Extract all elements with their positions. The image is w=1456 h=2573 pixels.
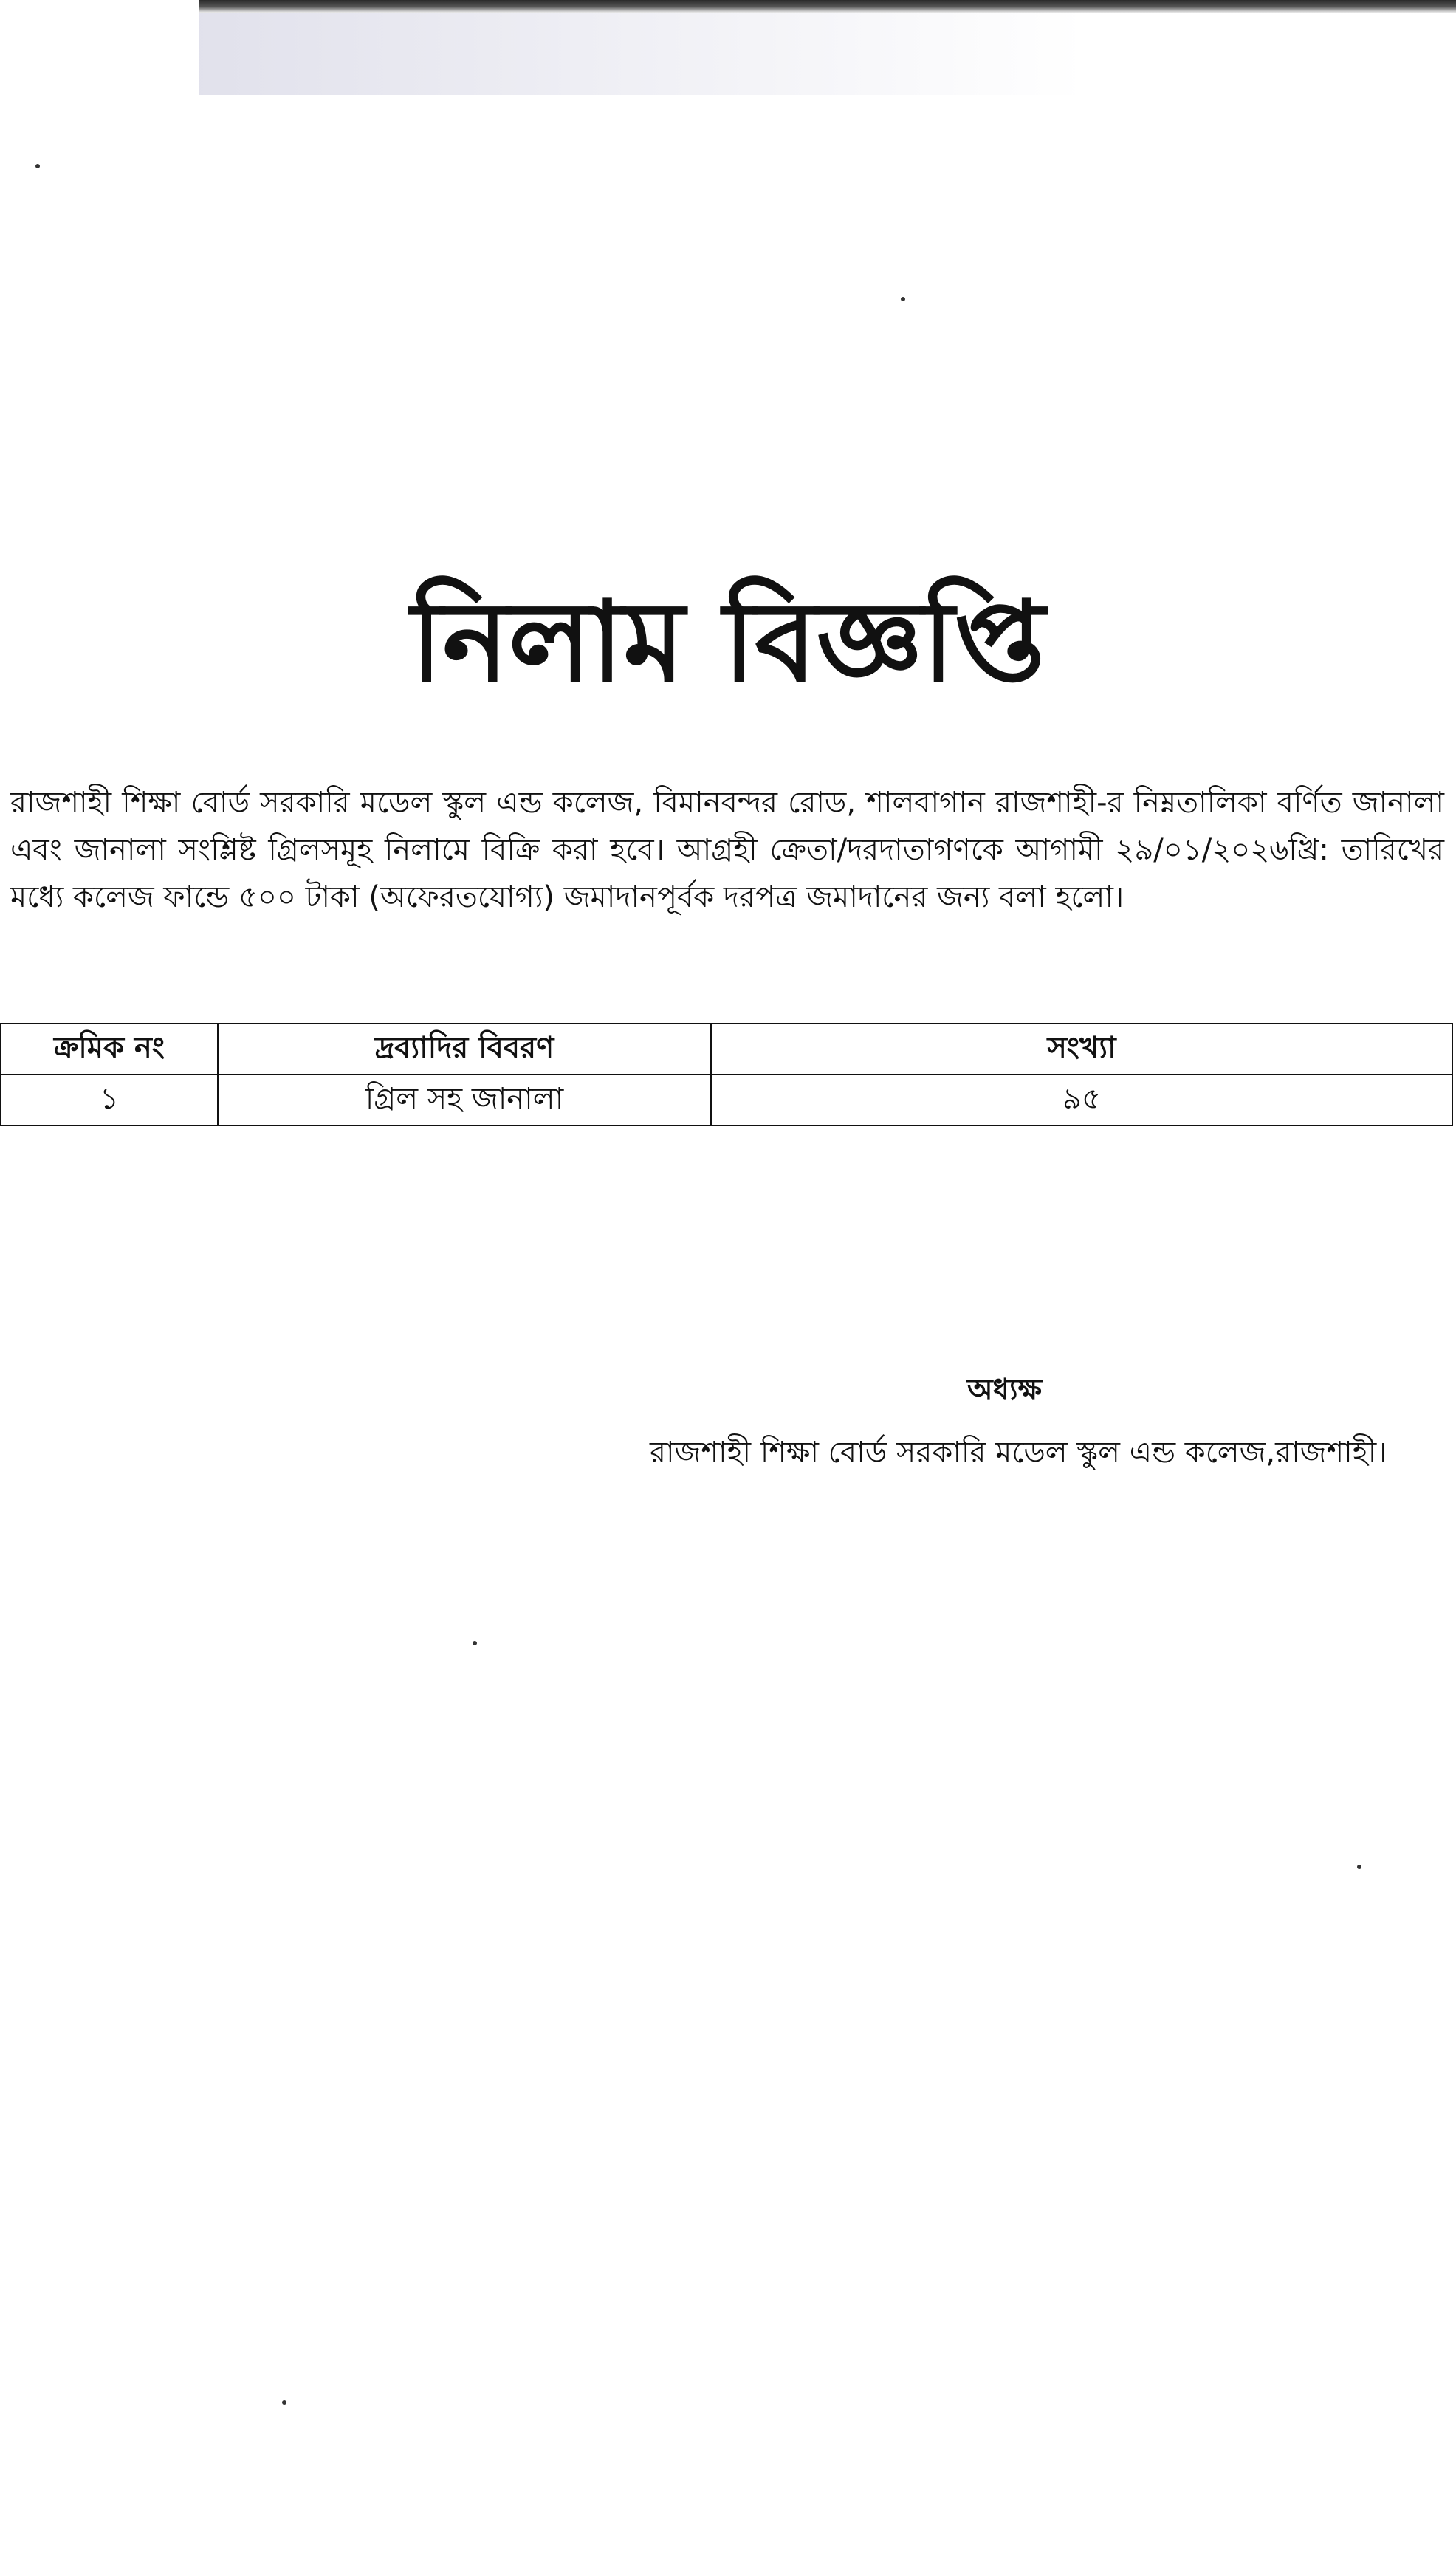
cell-quantity: ৯৫ [711,1075,1452,1126]
scan-edge [199,0,1456,13]
header-quantity: সংখ্যা [711,1024,1452,1075]
notice-title: নিলাম বিজ্ঞপ্তি [411,578,1045,707]
scan-speck [901,297,905,301]
header-serial: ক্রমিক নং [1,1024,218,1075]
table-header-row [1,1024,1452,1075]
scan-speck [1357,1865,1361,1869]
items-table [0,1023,1453,1126]
signatory-organization: রাজশাহী শিক্ষা বোর্ড সরকারি মডেল স্কুল এন্ড কলেজ,রাজশাহী। [650,1436,1387,1470]
scan-shade [199,13,1085,95]
table-row [1,1075,1452,1126]
cell-description: গ্রিল সহ জানালা [218,1075,711,1126]
scan-speck [35,164,40,168]
scan-speck [473,1641,477,1645]
cell-serial: ১ [1,1075,218,1126]
notice-body: রাজশাহী শিক্ষা বোর্ড সরকারি মডেল স্কুল এন্ড কলেজ, বিমানবন্দর রোড, শালবাগান রাজশাহী-র নিম্নতালিকা বর্ণিত জানালা এবং জানালা সংশ্লিষ্ট গ্রিলসমূহ নিলামে বিক্রি করা হবে। আগ্রহী ক্রেতা/দরদাতাগণকে আগামী ২৯/০১/২০২৬খ্রি: তারিখের মধ্যে কলেজ ফান্ডে ৫০০ টাকা (অফেরতযোগ্য) জমাদানপূর্বক দরপত্র জমাদানের জন্য বলা হলো। [10,786,1444,914]
signatory-title: অধ্যক্ষ [967,1373,1043,1407]
header-description: দ্রব্যাদির বিবরণ [218,1024,711,1075]
scan-speck [282,2400,286,2405]
